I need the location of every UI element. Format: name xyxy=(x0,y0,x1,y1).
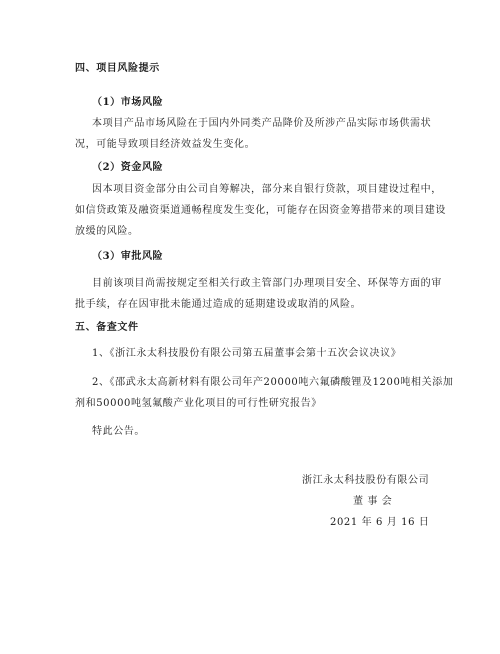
signature-date: 2021 年 6 月 16 日 xyxy=(330,517,430,528)
signature-company: 浙江永太科技股份有限公司 xyxy=(302,475,430,486)
reference-item-2-line-2: 剂和50000吨氢氟酸产业化项目的可行性研究报告》 xyxy=(75,398,322,409)
funds-risk-line-2: 如信贷政策及融资渠道通畅程度发生变化，可能存在因资金筹措带来的项目建设 xyxy=(75,205,446,216)
approval-risk-line-1: 目前该项目尚需按规定至相关行政主管部门办理项目安全、环保等方面的审 xyxy=(92,278,442,289)
market-risk-line-2: 况，可能导致项目经济效益发生变化。 xyxy=(75,139,256,150)
approval-risk-line-2: 批手续，存在因审批未能通过造成的延期建设或取消的风险。 xyxy=(75,299,362,310)
announcement-text: 特此公告。 xyxy=(92,426,145,437)
funds-risk-line-1: 因本项目资金部分由公司自筹解决，部分来自银行贷款，项目建设过程中， xyxy=(92,184,442,195)
signature-board: 董 事 会 xyxy=(353,496,393,507)
reference-item-2-line-1: 2、《邵武永太高新材料有限公司年产20000吨六氟磷酸锂及1200吨相关添加 xyxy=(92,377,454,388)
section-5-heading: 五、备查文件 xyxy=(75,322,139,333)
section-4-heading: 四、项目风险提示 xyxy=(75,63,160,74)
funds-risk-line-3: 放缓的风险。 xyxy=(75,226,139,237)
approval-risk-heading: （3）审批风险 xyxy=(92,251,164,262)
reference-item-1: 1、《浙江永太科技股份有限公司第五届董事会第十五次会议决议》 xyxy=(92,348,402,359)
funds-risk-heading: （2）资金风险 xyxy=(92,162,164,173)
market-risk-heading: （1）市场风险 xyxy=(92,97,164,108)
market-risk-line-1: 本项目产品市场风险在于国内外同类产品降价及所涉产品实际市场供需状 xyxy=(92,118,432,129)
